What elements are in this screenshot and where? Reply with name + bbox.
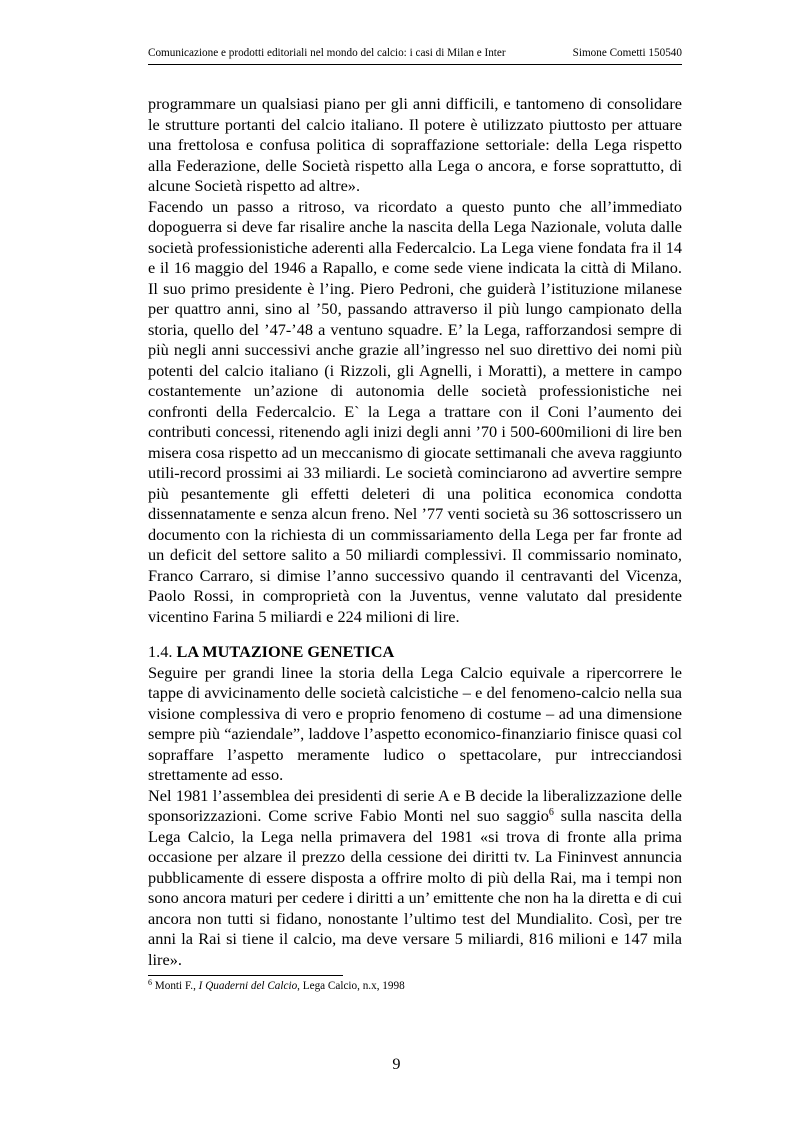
page-body (148, 94, 682, 993)
footnote-author: Monti F., (152, 980, 199, 992)
header-rule (148, 64, 682, 65)
footnote-marker: 6 (148, 978, 152, 987)
footnote-rule (148, 975, 343, 976)
page-number: 9 (392, 1054, 401, 1073)
paragraph-4-text-b: sulla nascita della Lega Calcio, la Lega nella primavera del 1981 «si trova di fronte alla prima occasione per alzare il prezzo della cessione dei diritti tv. La Fininvest annuncia pubblicamente di essere disposta a offrire molto di più della Rai, ma i tempi non sono ancora maturi per cedere i diritti a un’ emittente che non ha la diretta e di cui ancora non tutti si fidano, nonostante l’ultimo test del Mundialito. Così, per tre anni la Rai si tiene il calcio, ma deve versare 5 miliardi, 816 milioni e 147 mila lire». (148, 806, 682, 969)
paragraph-4 (148, 786, 682, 971)
running-header (148, 47, 682, 59)
footnote-rest: , Lega Calcio, n.x, 1998 (297, 980, 405, 992)
section-heading (148, 642, 682, 663)
footnote-reference: 6 (548, 807, 554, 818)
paragraph-4-text-a: Nel 1981 l’assemblea dei presidenti di serie A e B decide la liberalizzazione delle sponsorizzazioni. Come scrive Fabio Monti nel suo saggio (148, 785, 682, 825)
paragraph-2: Facendo un passo a ritroso, va ricordato a questo punto che all’immediato dopoguerra si deve far risalire anche la nascita della Lega Nazionale, voluta dalle società professionistiche aderenti alla Federcalcio. La Lega viene fondata fra il 14 e il 16 maggio del 1946 a Rapallo, e come sede viene indicata la città di Milano. Il suo primo presidente è l’ing. Piero Pedroni, che guiderà l’istituzione milanese per quattro anni, sino al ’50, passando attraverso il più lungo campionato della storia, quello del ’47-’48 a ventuno squadre. E’ la Lega, rafforzandosi sempre di più negli anni successivi anche grazie all’ingresso nel suo direttivo dei nomi più potenti del calcio italiano (i Rizzoli, gli Agnelli, i Moratti), a mettere in campo costantemente un’azione di autonomia delle società professionistiche nei confronti della Federcalcio. E` la Lega a trattare con il Coni l’aumento dei contributi concessi, ritenendo agli inizi degli anni ’70 i 500-600milioni di lire ben misera cosa rispetto ad un meccanismo di giocate settimanali che aveva raggiunto utili-record prossimi ai 33 miliardi. Le società cominciarono ad avvertire sempre più pesantemente gli effetti deleteri di una politica economica condotta dissennatamente e senza alcun freno. Nel ’77 venti società su 36 sottoscrissero un documento con la richiesta di un commissariamento della Lega per far fronte ad un deficit del settore salito a 50 miliardi complessivi. Il commissario nominato, Franco Carraro, si dimise l’anno successivo quando il centravanti del Vicenza, Paolo Rossi, in comproprietà con la Juventus, venne valutato dal presidente vicentino Farina 5 miliardi e 224 milioni di lire. (148, 196, 682, 626)
section-title: LA MUTAZIONE GENETICA (176, 642, 395, 661)
header-author: Simone Cometti 150540 (572, 47, 682, 59)
paragraph-3: Seguire per grandi linee la storia della Lega Calcio equivale a ripercorrere le tappe di avvicinamento delle società calcistiche – e del fenomeno-calcio nella sua visione complessiva di vero e proprio fenomeno di costume – ad una dimensione sempre più “aziendale”, laddove l’aspetto economico-finanziario finisce quasi col sopraffare l’aspetto meramente ludico o spettacolare, pur intrecciandosi strettamente ad esso. (148, 662, 682, 784)
section-number: 1.4. (148, 642, 173, 661)
footnote-work: I Quaderni del Calcio (198, 980, 298, 992)
header-title: Comunicazione e prodotti editoriali nel mondo del calcio: i casi di Milan e Inter (148, 47, 506, 59)
paragraph-1: programmare un qualsiasi piano per gli anni difficili, e tantomeno di consolidare le strutture portanti del calcio italiano. Il potere è utilizzato piuttosto per attuare una frettolosa e confusa politica di sopraffazione settoriale: della Lega rispetto alla Federazione, delle Società rispetto alla Lega o ancora, e forse soprattutto, di alcune Società rispetto ad altre». (148, 94, 682, 195)
footnote (148, 979, 682, 993)
